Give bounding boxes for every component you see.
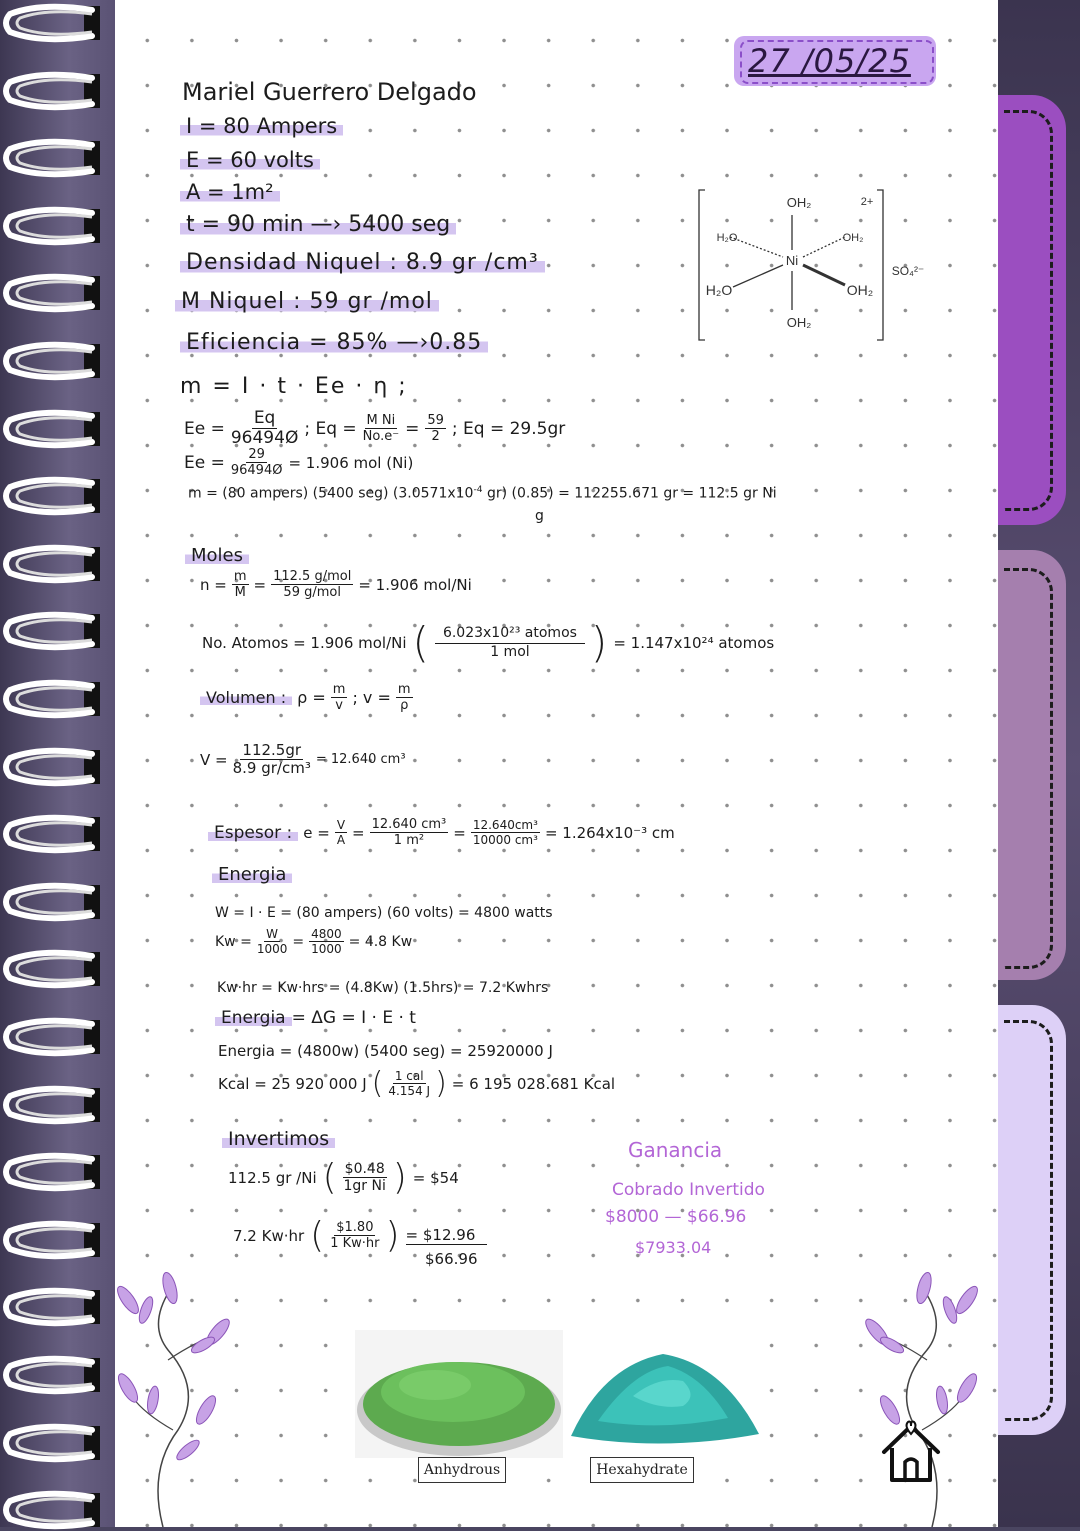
spiral-ring: [2, 1489, 102, 1531]
spiral-ring: [2, 340, 102, 382]
tab-mauve-dash: [1004, 568, 1053, 969]
mass-formula: m = I · t · Ee · η ;: [180, 374, 408, 399]
spiral-ring: [2, 813, 102, 855]
ee-eq-line: Ee = $\frac{Eq}{96494Ø}$ ; Eq = $\frac{\text{M Ni}}{No.e^-}$ = $\frac{59}{2}$ ; Eq = 29.5gr: [184, 408, 566, 448]
hexahydrate-nickel-photo: [563, 1326, 765, 1456]
spiral-ring: [2, 1354, 102, 1396]
molecule-counter-ion: SO₄²⁻: [891, 264, 925, 278]
anhydrous-caption: Anhydrous: [418, 1457, 506, 1483]
spiral-ring: [2, 881, 102, 923]
molecule-left: H₂O: [705, 282, 733, 298]
spiral-ring: [2, 1084, 102, 1126]
spiral-ring: [2, 1286, 102, 1328]
kw-calculation: Kw = $\frac{W}{1000}$ = $\frac{4800}{1000}$ = 4.8 Kw: [215, 927, 413, 956]
volume-formula: Volumen : ρ = $\frac{m}{v}$ ; v = $\frac{m}{\rho}$: [200, 683, 413, 712]
date: 27 /05/25: [748, 42, 911, 80]
profit-result: $7933.04: [635, 1238, 712, 1257]
flower-right-decoration: [862, 1270, 992, 1527]
spiral-ring: [2, 70, 102, 112]
tab-purple-dash: [1004, 110, 1053, 511]
spiral-ring: [2, 1016, 102, 1058]
molecule-back-left: H₂O: [716, 232, 738, 244]
anhydrous-nickel-photo: [355, 1330, 563, 1458]
energy-calculation: Energia = (4800w) (5400 seg) = 25920000 J: [218, 1042, 553, 1060]
flower-left-decoration: [108, 1270, 238, 1527]
kwhr-calculation: Kw·hr = Kw·hrs = (4.8Kw) (1.5hrs) = 7.2 Kwhrs: [217, 980, 549, 996]
spiral-ring: [2, 948, 102, 990]
spiral-ring: [2, 746, 102, 788]
author-name: Mariel Guerrero Delgado: [182, 78, 477, 106]
profit-labels: Cobrado Invertido: [612, 1180, 765, 1200]
given-efficiency: Eficiencia = 85% —›0.85: [180, 330, 488, 355]
electricity-cost: 7.2 Kw·hr ( $\frac{\$1.80}{1 Kw\cdot hr}$ ) = $12.96: [233, 1215, 487, 1256]
given-density: Densidad Niquel : 8.9 gr /cm³: [180, 250, 545, 275]
energy-heading: Energia: [212, 864, 292, 885]
spiral-ring: [2, 272, 102, 314]
spiral-ring: [2, 543, 102, 585]
spiral-ring: [2, 205, 102, 247]
investment-total: $66.96: [425, 1250, 478, 1268]
mass-calc-denominator: g: [535, 508, 544, 524]
gibbs-energy: Energia = ΔG = I · E · t: [215, 1008, 416, 1028]
nickel-hexahydrate-structure: [695, 185, 935, 345]
molecule-right: OH₂: [846, 282, 874, 298]
spiral-ring: [2, 2, 102, 44]
given-current: I = 80 Ampers: [180, 114, 343, 138]
investment-heading: Invertimos: [222, 1128, 335, 1150]
thickness-calculation: Espesor : e = $\frac{V}{A}$ = $\frac{\text{12.640 cm³}}{\text{1 m²}}$ = $\frac{\text{12.640cm³}}{\text{10000 cm³}}$ = 1.264x10⁻³ cm: [208, 818, 675, 847]
spiral-ring: [2, 610, 102, 652]
tab-lavender-dash: [1004, 1020, 1053, 1421]
atoms-calculation: No. Atomos = 1.906 mol/Ni ( $\frac{\text{6.023x10²³ atomos}}{\text{1 mol}}$ ) = 1.147x10²⁴ atomos: [202, 618, 775, 667]
spiral-ring: [2, 1422, 102, 1464]
given-voltage: E = 60 volts: [180, 148, 320, 172]
given-area: A = 1m²: [180, 180, 280, 204]
spiral-ring: [2, 475, 102, 517]
molecule-center: Ni: [785, 253, 799, 268]
mass-calculation: m = (80 ampers) (5400 seg) ($3.0571x10^{-4}$ gr) (0.85) = 112255.671 gr = 112.5 gr Ni: [188, 485, 777, 502]
given-time: t = 90 min —› 5400 seg: [180, 212, 456, 237]
ee-result-line: Ee = $\frac{29}{96494Ø}$ = 1.906 mol (Ni): [184, 447, 414, 478]
molecule-bottom: OH₂: [786, 315, 812, 330]
moles-heading: Moles: [185, 545, 249, 566]
molecule-back-right: OH₂: [842, 232, 864, 244]
home-icon[interactable]: [878, 1418, 944, 1486]
molecule-top: OH₂: [786, 195, 812, 210]
spiral-ring: [2, 678, 102, 720]
profit-calculation: $8000 — $66.96: [605, 1207, 747, 1227]
volume-calculation: V = $\frac{112.5gr}{\text{8.9 gr/cm³}}$ = 12.640 cm³: [200, 741, 406, 777]
spiral-ring: [2, 408, 102, 450]
hexahydrate-caption: Hexahydrate: [590, 1457, 694, 1483]
molecule-charge: 2+: [860, 196, 874, 208]
spiral-ring: [2, 137, 102, 179]
moles-calculation: n = $\frac{m}{M}$ = $\frac{\text{112.5 g/mol}}{\text{59 g/mol}}$ = 1.906 mol/Ni: [200, 569, 472, 600]
kcal-calculation: Kcal = 25 920 000 J ( $\frac{\text{1 cal}}{4.154 J}$ ) = 6 195 028.681 Kcal: [218, 1066, 616, 1101]
nickel-cost: 112.5 gr /Ni ( $\frac{\$0.48}{\text{1gr Ni}}$ ) = $54: [228, 1157, 459, 1198]
given-molar-mass: M Niquel : 59 gr /mol: [175, 289, 439, 314]
power-calculation: W = I · E = (80 ampers) (60 volts) = 4800 watts: [215, 905, 553, 921]
spiral-ring: [2, 1151, 102, 1193]
spiral-ring: [2, 1219, 102, 1261]
profit-heading: Ganancia: [628, 1138, 723, 1162]
